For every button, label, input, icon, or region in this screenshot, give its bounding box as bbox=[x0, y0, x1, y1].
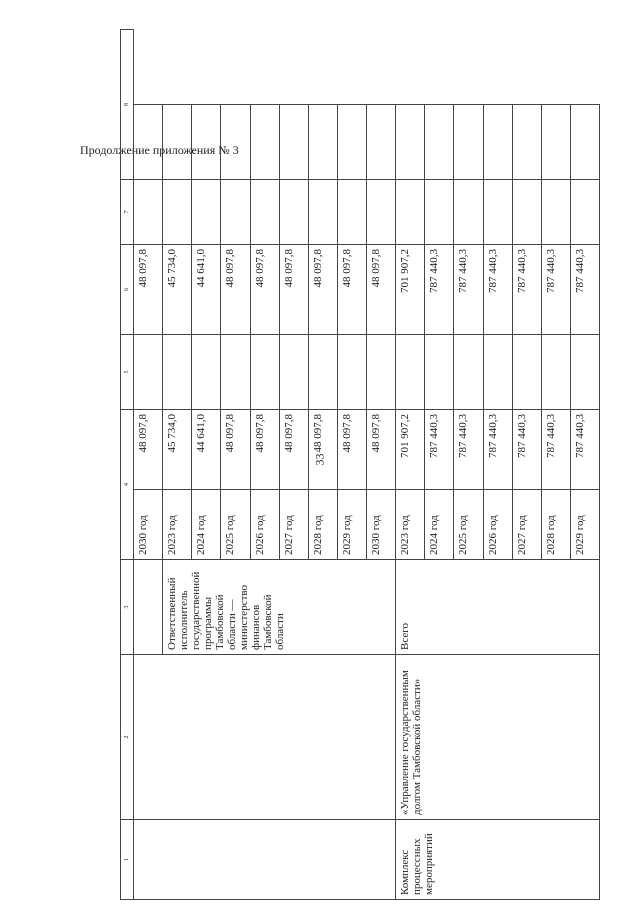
value-cell: 787 440,3 bbox=[570, 245, 599, 335]
continuation-title: Продолжение приложения № 3 bbox=[80, 143, 239, 157]
value-cell bbox=[279, 180, 308, 245]
value-cell bbox=[396, 105, 425, 180]
empty-cell bbox=[134, 655, 396, 820]
column-number: 1 bbox=[121, 820, 134, 900]
column-number-row bbox=[121, 30, 134, 900]
value-cell bbox=[512, 335, 541, 410]
value-cell bbox=[454, 180, 483, 245]
total-cell: 48 097,8 bbox=[337, 410, 366, 490]
column-number: 3 bbox=[121, 560, 134, 655]
total-cell: 787 440,3 bbox=[512, 410, 541, 490]
value-cell: 787 440,3 bbox=[425, 245, 454, 335]
value-cell bbox=[308, 105, 337, 180]
table-body bbox=[134, 30, 600, 900]
year-cell: 2030 год bbox=[367, 490, 396, 560]
empty-cell bbox=[134, 560, 163, 655]
value-cell: 787 440,3 bbox=[483, 245, 512, 335]
rotated-table-wrapper bbox=[120, 30, 600, 900]
total-cell: 45 734,0 bbox=[163, 410, 192, 490]
total-cell: 787 440,3 bbox=[454, 410, 483, 490]
value-cell bbox=[512, 105, 541, 180]
value-cell bbox=[192, 180, 221, 245]
value-cell: 787 440,3 bbox=[541, 245, 570, 335]
value-cell bbox=[192, 105, 221, 180]
value-cell: 45 734,0 bbox=[163, 245, 192, 335]
total-cell: 44 641,0 bbox=[192, 410, 221, 490]
value-cell bbox=[570, 335, 599, 410]
year-cell: 2024 год bbox=[425, 490, 454, 560]
total-cell: 48 097,8 bbox=[221, 410, 250, 490]
value-cell bbox=[192, 335, 221, 410]
year-cell: 2024 год bbox=[192, 490, 221, 560]
column-number: 5 bbox=[121, 335, 134, 410]
total-cell: 48 097,8 bbox=[367, 410, 396, 490]
value-cell bbox=[396, 335, 425, 410]
total-cell: 48 097,8 bbox=[250, 410, 279, 490]
value-cell: 48 097,8 bbox=[279, 245, 308, 335]
value-cell: 701 907,2 bbox=[396, 245, 425, 335]
year-cell: 2028 год bbox=[308, 490, 337, 560]
value-cell bbox=[221, 180, 250, 245]
value-cell bbox=[163, 105, 192, 180]
total-cell: 48 097,8 bbox=[134, 410, 163, 490]
value-cell bbox=[308, 180, 337, 245]
responsible-executor: Ответственный исполнитель государственной программы Тамбовской области — министерство финансов Тамбовской области bbox=[163, 560, 396, 655]
page-number: 33 bbox=[312, 453, 327, 466]
value-cell bbox=[279, 105, 308, 180]
value-cell bbox=[337, 335, 366, 410]
value-cell bbox=[512, 180, 541, 245]
value-cell bbox=[425, 180, 454, 245]
value-cell bbox=[570, 180, 599, 245]
value-cell bbox=[134, 335, 163, 410]
year-cell: 2025 год bbox=[221, 490, 250, 560]
value-cell: 787 440,3 bbox=[454, 245, 483, 335]
complex-name: «Управление государственным долгом Тамбовской области» bbox=[396, 655, 600, 820]
total-cell: 787 440,3 bbox=[570, 410, 599, 490]
year-cell: 2027 год bbox=[512, 490, 541, 560]
total-cell: 701 907,2 bbox=[396, 410, 425, 490]
budget-table bbox=[120, 29, 600, 900]
value-cell bbox=[250, 105, 279, 180]
value-cell: 787 440,3 bbox=[512, 245, 541, 335]
value-cell bbox=[134, 105, 163, 180]
column-number: 8 bbox=[121, 30, 134, 180]
value-cell bbox=[134, 180, 163, 245]
value-cell bbox=[337, 105, 366, 180]
column-number: 2 bbox=[121, 655, 134, 820]
value-cell: 48 097,8 bbox=[308, 245, 337, 335]
value-cell bbox=[367, 105, 396, 180]
empty-cell bbox=[134, 820, 396, 900]
value-cell bbox=[367, 180, 396, 245]
value-cell bbox=[483, 180, 512, 245]
value-cell: 48 097,8 bbox=[250, 245, 279, 335]
value-cell bbox=[454, 335, 483, 410]
year-cell: 2023 год bbox=[396, 490, 425, 560]
year-cell: 2030 год bbox=[134, 490, 163, 560]
value-cell bbox=[279, 335, 308, 410]
value-cell bbox=[367, 335, 396, 410]
value-cell bbox=[250, 180, 279, 245]
total-cell: 48 097,8 bbox=[279, 410, 308, 490]
total-cell: 787 440,3 bbox=[425, 410, 454, 490]
year-cell: 2028 год bbox=[541, 490, 570, 560]
value-cell bbox=[570, 105, 599, 180]
value-cell bbox=[221, 335, 250, 410]
value-cell bbox=[541, 335, 570, 410]
value-cell bbox=[308, 335, 337, 410]
year-cell: 2029 год bbox=[570, 490, 599, 560]
year-cell: 2029 год bbox=[337, 490, 366, 560]
year-cell: 2025 год bbox=[454, 490, 483, 560]
value-cell bbox=[483, 105, 512, 180]
value-cell bbox=[337, 180, 366, 245]
value-cell bbox=[541, 180, 570, 245]
year-cell: 2023 год bbox=[163, 490, 192, 560]
funding-source: Всего bbox=[396, 560, 600, 655]
value-cell: 48 097,8 bbox=[134, 245, 163, 335]
value-cell bbox=[425, 105, 454, 180]
total-cell: 787 440,3 bbox=[541, 410, 570, 490]
value-cell bbox=[541, 105, 570, 180]
value-cell bbox=[250, 335, 279, 410]
year-cell: 2026 год bbox=[483, 490, 512, 560]
year-cell: 2027 год bbox=[279, 490, 308, 560]
table-row bbox=[134, 30, 163, 900]
value-cell bbox=[425, 335, 454, 410]
total-cell: 48 097,8 bbox=[308, 410, 337, 490]
value-cell bbox=[163, 180, 192, 245]
value-cell bbox=[396, 180, 425, 245]
value-cell: 44 641,0 bbox=[192, 245, 221, 335]
value-cell bbox=[483, 335, 512, 410]
column-number: 7 bbox=[121, 180, 134, 245]
column-number: 6 bbox=[121, 245, 134, 335]
value-cell: 48 097,8 bbox=[337, 245, 366, 335]
total-cell: 787 440,3 bbox=[483, 410, 512, 490]
column-number: 4 bbox=[121, 410, 134, 560]
value-cell bbox=[221, 105, 250, 180]
value-cell: 48 097,8 bbox=[367, 245, 396, 335]
complex-type: Комплекс процессных мероприятий bbox=[396, 820, 600, 900]
value-cell bbox=[454, 105, 483, 180]
table-row bbox=[396, 30, 425, 900]
value-cell: 48 097,8 bbox=[221, 245, 250, 335]
year-cell: 2026 год bbox=[250, 490, 279, 560]
value-cell bbox=[163, 335, 192, 410]
